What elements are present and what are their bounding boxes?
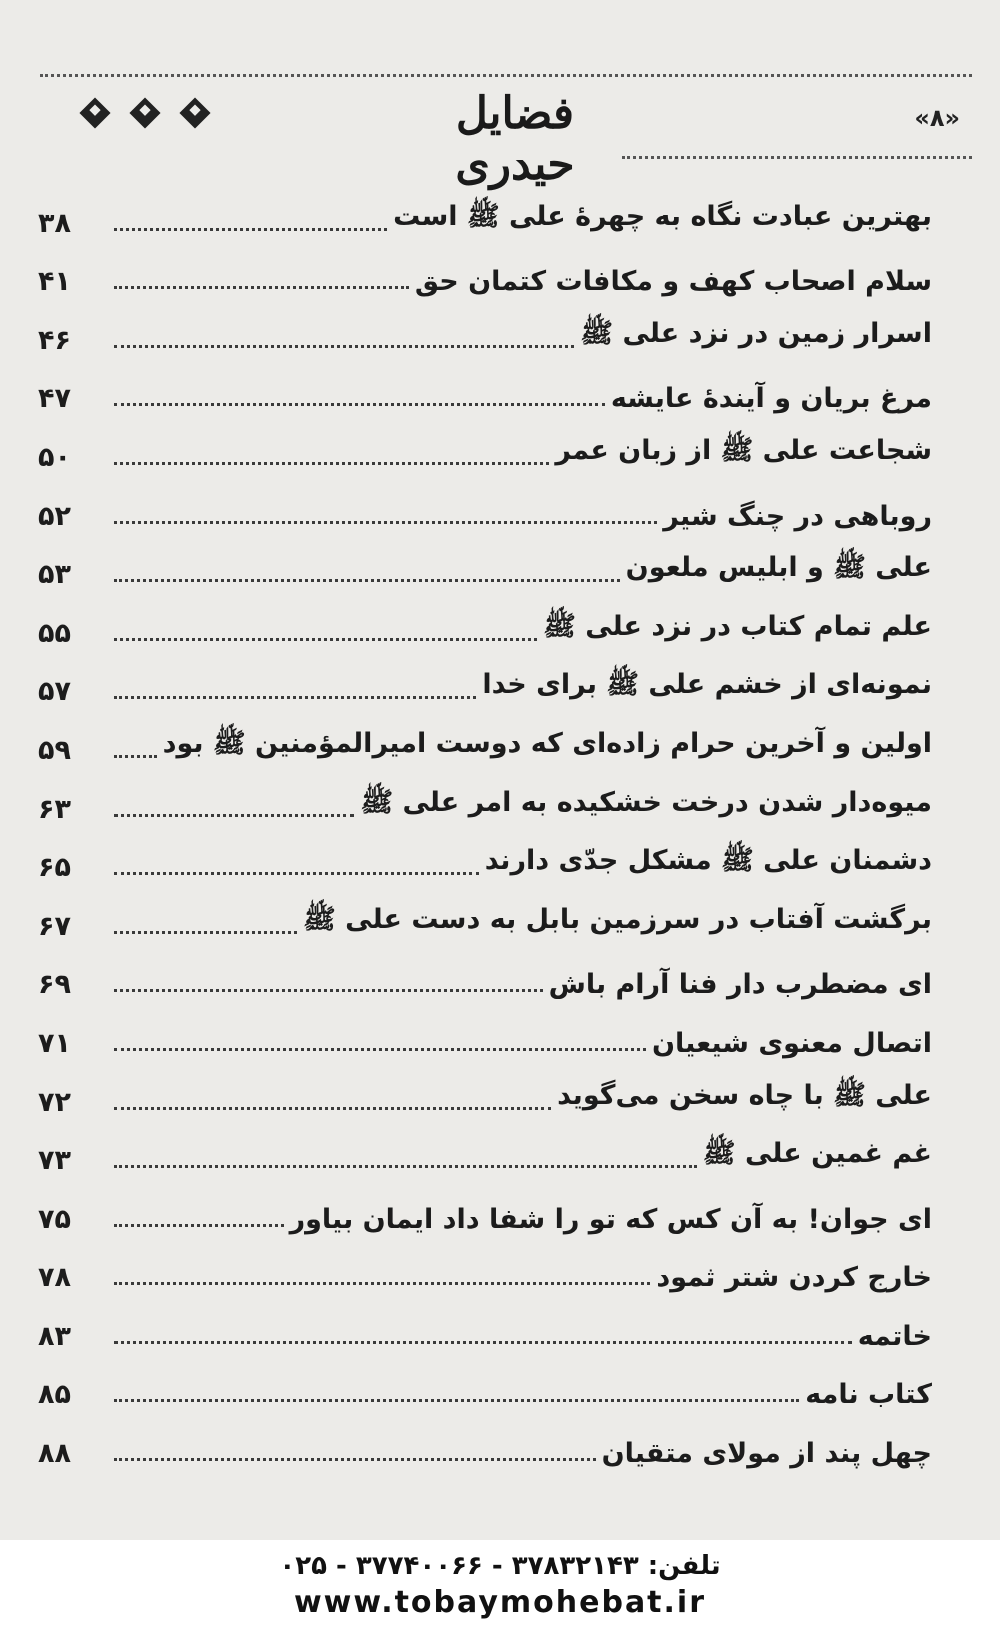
- toc-entry[interactable]: [30, 1297, 932, 1356]
- dot-leader: [114, 345, 574, 348]
- toc-entry[interactable]: [30, 711, 932, 770]
- toc-entry[interactable]: [30, 653, 932, 712]
- dot-leader: [114, 931, 297, 934]
- toc-entry[interactable]: [30, 1356, 932, 1415]
- toc-entry[interactable]: [30, 301, 932, 360]
- toc-entry[interactable]: [30, 1414, 932, 1473]
- dot-leader: [114, 462, 549, 465]
- dot-leader: [114, 579, 620, 582]
- toc-entry[interactable]: [30, 477, 932, 536]
- toc-page-number: ۷۲: [38, 1086, 71, 1118]
- dot-leader: [114, 521, 657, 524]
- toc-page-number: ۵۲: [38, 500, 71, 532]
- toc-entry-title: علم تمام کتاب در نزد علی ﷺ: [543, 610, 932, 642]
- running-title: فضایل حیدری: [455, 88, 575, 190]
- dot-leader: [114, 1458, 596, 1461]
- toc-page-number: ۷۱: [38, 1027, 71, 1059]
- toc-entry-title: اسرار زمین در نزد علی ﷺ: [580, 317, 932, 349]
- toc-page-number: ۶۳: [38, 793, 71, 825]
- dot-leader: [114, 1341, 852, 1344]
- toc-entry-title: اولین و آخرین حرام زاده‌ای که دوست امیرالمؤمنین ﷺ بود: [162, 727, 932, 759]
- toc-entry-title: شجاعت علی ﷺ از زبان عمر: [555, 434, 932, 466]
- table-of-contents: [30, 184, 932, 1473]
- dot-leader: [114, 1165, 697, 1168]
- dot-leader: [114, 1399, 799, 1402]
- toc-entry-title: علی ﷺ با چاه سخن می‌گوید: [557, 1079, 932, 1111]
- toc-entry-title: ای جوان! به آن کس که تو را شفا داد ایمان بیاور: [289, 1203, 932, 1235]
- toc-page-number: ۷۵: [38, 1203, 71, 1235]
- toc-entry[interactable]: [30, 360, 932, 419]
- toc-page-number: ۸۸: [38, 1438, 71, 1470]
- header-dotted-rule-bottom: [622, 156, 972, 159]
- toc-page-number: ۵۰: [38, 441, 71, 473]
- toc-page-number: ۵۳: [38, 559, 71, 591]
- toc-page-number: ۵۹: [38, 734, 71, 766]
- toc-entry-title: روباهی در چنگ شیر: [663, 500, 932, 532]
- header-dotted-rule-top: [40, 74, 972, 77]
- toc-entry-title: اتصال معنوی شیعیان: [651, 1027, 932, 1059]
- toc-page-number: ۳۸: [38, 207, 71, 239]
- toc-page-number: ۴۷: [38, 383, 71, 415]
- toc-entry[interactable]: [30, 1063, 932, 1122]
- toc-entry[interactable]: [30, 184, 932, 243]
- phone-line: تلفن: ۳۷۸۳۲۱۴۳ - ۳۷۷۴۰۰۶۶ - ۰۲۵: [279, 1551, 721, 1581]
- dot-leader: [114, 755, 157, 758]
- publisher-footer: [0, 1540, 1000, 1628]
- toc-page-number: ۷۳: [38, 1145, 71, 1177]
- toc-entry-title: میوه‌دار شدن درخت خشکیده به امر علی ﷺ: [360, 786, 932, 818]
- dot-leader: [114, 1282, 650, 1285]
- dot-leader: [114, 872, 479, 875]
- toc-page-number: ۸۳: [38, 1320, 71, 1352]
- diamond-ornament-icon: [129, 97, 160, 128]
- dot-leader: [114, 1224, 284, 1227]
- toc-entry[interactable]: [30, 594, 932, 653]
- page-number: «۸»: [914, 104, 960, 132]
- toc-page-number: ۶۵: [38, 852, 71, 884]
- website-link[interactable]: www.tobaymohebat.ir: [293, 1585, 707, 1620]
- toc-entry-title: ای مضطرب دار فنا آرام باش: [548, 969, 932, 1001]
- toc-entry-title: دشمنان علی ﷺ مشکل جدّی دارند: [484, 845, 932, 877]
- diamond-ornament-icon: [179, 97, 210, 128]
- toc-page-number: ۷۸: [38, 1262, 71, 1294]
- toc-entry[interactable]: [30, 946, 932, 1005]
- toc-page-number: ۵۷: [38, 676, 71, 708]
- header-ornament: [74, 96, 216, 130]
- toc-entry-title: غم غمین علی ﷺ: [702, 1138, 932, 1170]
- toc-entry[interactable]: [30, 887, 932, 946]
- dot-leader: [114, 1107, 551, 1110]
- toc-entry-title: خاتمه: [857, 1320, 932, 1352]
- toc-page-number: ۸۵: [38, 1379, 71, 1411]
- toc-page-number: ۶۹: [38, 969, 71, 1001]
- dot-leader: [114, 638, 537, 641]
- toc-entry-title: چهل پند از مولای متقیان: [601, 1438, 932, 1470]
- toc-entry[interactable]: [30, 770, 932, 829]
- toc-entry-title: نمونه‌ای از خشم علی ﷺ برای خدا: [482, 669, 932, 701]
- dot-leader: [114, 403, 605, 406]
- toc-entry-title: برگشت آفتاب در سرزمین بابل به دست علی ﷺ: [303, 903, 932, 935]
- dot-leader: [114, 228, 387, 231]
- toc-entry[interactable]: [30, 243, 932, 302]
- dot-leader: [114, 814, 354, 817]
- toc-entry[interactable]: [30, 418, 932, 477]
- toc-entry-title: علی ﷺ و ابلیس ملعون: [625, 552, 932, 584]
- toc-entry[interactable]: [30, 1122, 932, 1181]
- toc-page-number: ۴۱: [38, 266, 71, 298]
- toc-entry-title: خارج کردن شتر ثمود: [656, 1262, 932, 1294]
- toc-page-number: ۵۵: [38, 617, 71, 649]
- toc-entry-title: کتاب نامه: [805, 1379, 932, 1411]
- toc-entry[interactable]: [30, 1180, 932, 1239]
- dot-leader: [114, 286, 409, 289]
- toc-entry[interactable]: [30, 1239, 932, 1298]
- toc-entry-title: بهترین عبادت نگاه به چهرهٔ علی ﷺ است: [393, 200, 932, 232]
- dot-leader: [114, 1048, 646, 1051]
- dot-leader: [114, 696, 476, 699]
- toc-page-number: ۴۶: [38, 324, 71, 356]
- toc-page-number: ۶۷: [38, 910, 71, 942]
- toc-entry-title: سلام اصحاب کهف و مکافات کتمان حق: [414, 266, 932, 298]
- toc-entry-title: مرغ بریان و آیندهٔ عایشه: [610, 383, 932, 415]
- diamond-ornament-icon: [79, 97, 110, 128]
- toc-entry[interactable]: [30, 1004, 932, 1063]
- toc-entry[interactable]: [30, 829, 932, 888]
- toc-entry[interactable]: [30, 536, 932, 595]
- dot-leader: [114, 989, 543, 992]
